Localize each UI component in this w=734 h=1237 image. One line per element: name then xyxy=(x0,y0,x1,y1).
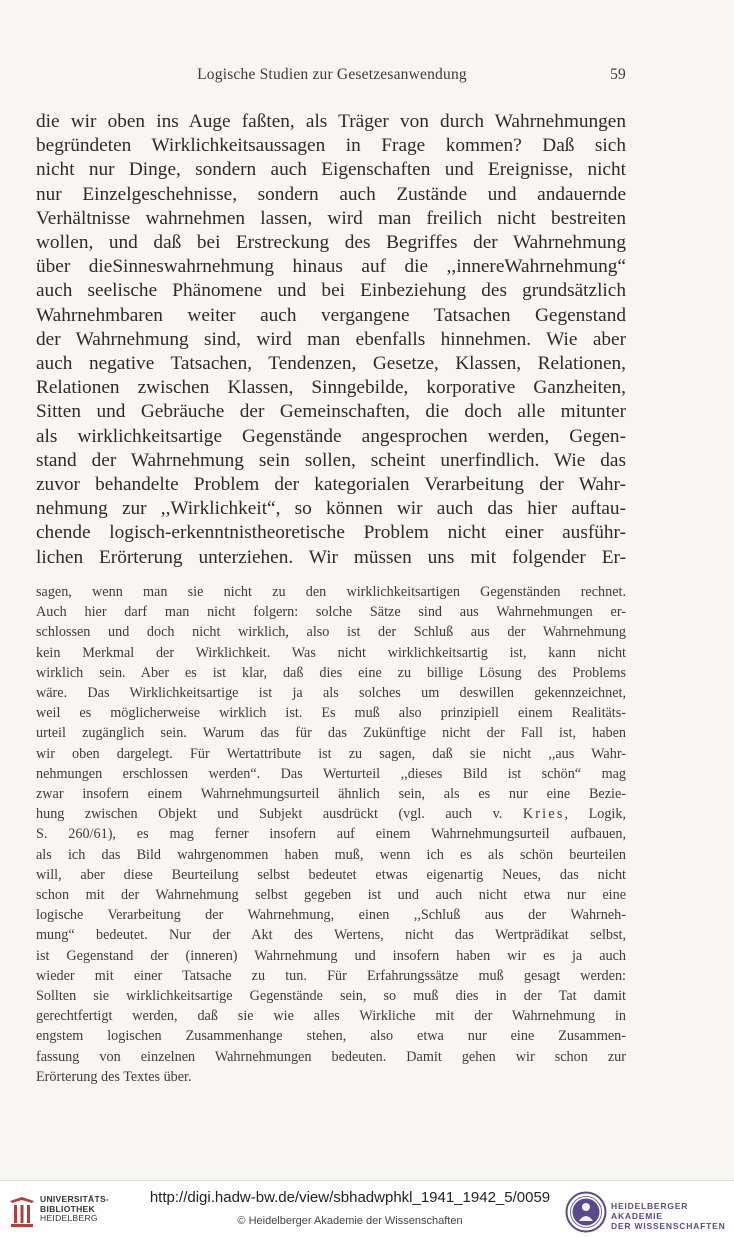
body-line: nehmung zur ,,Wirklichkeit“, so können wir auch das hier auftau- xyxy=(36,498,626,520)
footnote-line: urteil zugänglich sein. Warum das für das Zukünftige nicht der Fall ist, haben xyxy=(36,725,626,742)
body-line: zuvor behandelte Problem der kategorialen Verarbeitung der Wahr- xyxy=(36,474,626,496)
body-line: stand der Wahrnehmung sein sollen, scheint unerfindlich. Wie das xyxy=(36,449,626,471)
body-line: wollen, und daß bei Erstreckung des Begriffes der Wahrnehmung xyxy=(36,232,626,254)
body-line: begründeten Wirklichkeitsaussagen in Frage kommen? Daß sich xyxy=(36,135,626,157)
footnote-line: wirklich sein. Aber es ist klar, daß dies eine zu billige Lösung des Problems xyxy=(36,664,626,681)
academy-name-line: DER WISSENSCHAFTEN xyxy=(611,1221,726,1231)
body-line: nur Einzelgeschehnisse, sondern auch Zustände und andauernde xyxy=(36,183,626,205)
footnote-line: wir oben dargelegt. Für Wertattribute ist zu sagen, daß sie nicht ,,aus Wahr- xyxy=(36,745,626,762)
footnote-line: fassung von einzelnen Wahrnehmungen bedeuten. Damit gehen wir schon zur xyxy=(36,1048,626,1065)
footnote-line: nehmungen erschlossen werden“. Das Werturteil ,,dieses Bild ist schön“ mag xyxy=(36,765,626,782)
footnote-line: kein Merkmal der Wirklichkeit. Was nicht wirklichkeitsartig ist, kann nicht xyxy=(36,644,626,661)
footnote-line: sagen, wenn man sie nicht zu den wirklichkeitsartigen Gegenständen rechnet. xyxy=(36,584,626,600)
body-line: Sitten und Gebräuche der Gemeinschaften, die doch alle mitunter xyxy=(36,401,626,423)
academy-name xyxy=(611,1201,734,1231)
footnote-line: S. 260/61), es mag ferner insofern auf einem Wahrnehmungsurteil aufbauen, xyxy=(36,826,626,843)
running-title: Logische Studien zur Gesetzesanwendung xyxy=(197,66,467,83)
permalink-url[interactable]: http://digi.hadw-bw.de/view/sbhadwphkl_1941_1942_5/0059 xyxy=(149,1189,551,1206)
body-line: über dieSinneswahrnehmung hinaus auf die ,,innereWahrnehmung“ xyxy=(36,256,626,278)
body-line: Verhältnisse wahrnehmen lassen, wird man freilich nicht bestreiten xyxy=(36,207,626,229)
academy-name-line: HEIDELBERGER AKADEMIE xyxy=(611,1201,689,1221)
footnote-line: wieder mit einer Tatsache zu tun. Für Erfahrungssätze muß gesagt werden: xyxy=(36,967,626,984)
footnote-line: engstem logischen Zusammenhange stehen, also etwa nur eine Zusammen- xyxy=(36,1028,626,1045)
footnote-line: weil es möglicherweise wirklich ist. Es muß also prinzipiell einem Realitäts- xyxy=(36,705,626,722)
body-line: als wirklichkeitsartige Gegenstände angesprochen werden, Gegen- xyxy=(36,425,626,447)
body-text xyxy=(36,110,626,570)
footnote-line: Auch hier darf man nicht folgern: solche Sätze sind aus Wahrnehmungen er- xyxy=(36,604,626,621)
library-name-line: BIBLIOTHEK xyxy=(40,1203,95,1214)
body-line: chende logisch-erkenntnistheoretische Problem nicht einer ausführ- xyxy=(36,522,626,544)
footnote xyxy=(36,582,626,1087)
footnote-line: zwar insofern einem Wahrnehmungsurteil ähnlich sein, als es nur eine Bezie- xyxy=(36,786,626,803)
footnote-line: schon mit der Wahrnehmung selbst gegeben ist und auch nicht etwa nur eine xyxy=(36,887,626,904)
copyright-notice: © Heidelberger Akademie der Wissenschaften xyxy=(237,1215,463,1227)
footnote-line-last: Erörterung des Textes über. xyxy=(36,1068,192,1085)
body-line: nicht nur Dinge, sondern auch Eigenschaften und Ereignisse, nicht xyxy=(36,159,626,181)
footnote-line: will, aber diese Beurteilung selbst bedeutet etwas eigenartig Neues, das nicht xyxy=(36,866,626,883)
ub-heidelberg-logo-icon[interactable] xyxy=(8,1195,36,1229)
footnote-line: mung“ bedeutet. Nur der Akt des Wertens, nicht das Wertprädikat selbst, xyxy=(36,927,626,944)
footnote-line: als ich das Bild wahrgenommen haben muß, wenn ich es als schön beurteilen xyxy=(36,846,626,863)
footnote-line: Sollten sie wirklichkeitsartige Gegenstände sein, so muß dies in der Tat damit xyxy=(36,988,626,1005)
body-line: Relationen zwischen Klassen, Sinngebilde, korporative Ganzheiten, xyxy=(36,377,626,399)
body-line: auch seelische Phänomene und bei Einbeziehung des grundsätzlich xyxy=(36,280,626,302)
footnote-line: schlossen und doch nicht wirklich, also ist der Schluß aus der Wahrnehmung xyxy=(36,624,626,641)
footnote-text: hung zwischen Objekt und Subjekt ausdrückt (vgl. auch v. xyxy=(36,806,523,823)
library-name-line: UNIVERSITÄTS- xyxy=(40,1194,110,1204)
body-line: lichen Erörterung unterziehen. Wir müssen uns mit folgender Er- xyxy=(36,546,626,568)
body-line: die wir oben ins Auge faßten, als Träger von durch Wahrnehmungen xyxy=(36,111,626,132)
footnote-text: , Logik, xyxy=(564,806,627,823)
footnote-line: ist Gegenstand der (inneren) Wahrnehmung und insofern haben wir es ja auch xyxy=(36,947,626,964)
viewer-footer xyxy=(0,1180,734,1237)
body-line: auch negative Tatsachen, Tendenzen, Gesetze, Klassen, Relationen, xyxy=(36,353,626,375)
footnote-line: wäre. Das Wirklichkeitsartige ist ja als solches um deswillen gekennzeichnet, xyxy=(36,685,626,702)
footnote-line-kries xyxy=(36,804,626,824)
footnote-line: logische Verarbeitung der Wahrnehmung, einen ,,Schluß aus der Wahrneh- xyxy=(36,907,626,924)
library-name xyxy=(40,1195,109,1224)
footnote-line: gerechtfertigt werden, daß sie wie alles Wirkliche mit der Wahrnehmung in xyxy=(36,1008,626,1025)
library-name-line: HEIDELBERG xyxy=(40,1213,98,1223)
hadw-seal-icon[interactable] xyxy=(565,1191,607,1233)
page-number: 59 xyxy=(610,66,626,83)
author-name: Kries xyxy=(522,806,565,823)
body-line: der Wahrnehmung sind, wird man ebenfalls hinnehmen. Wie aber xyxy=(36,328,626,350)
body-line: Wahrnehmbaren weiter auch vergangene Tatsachen Gegenstand xyxy=(36,304,626,326)
